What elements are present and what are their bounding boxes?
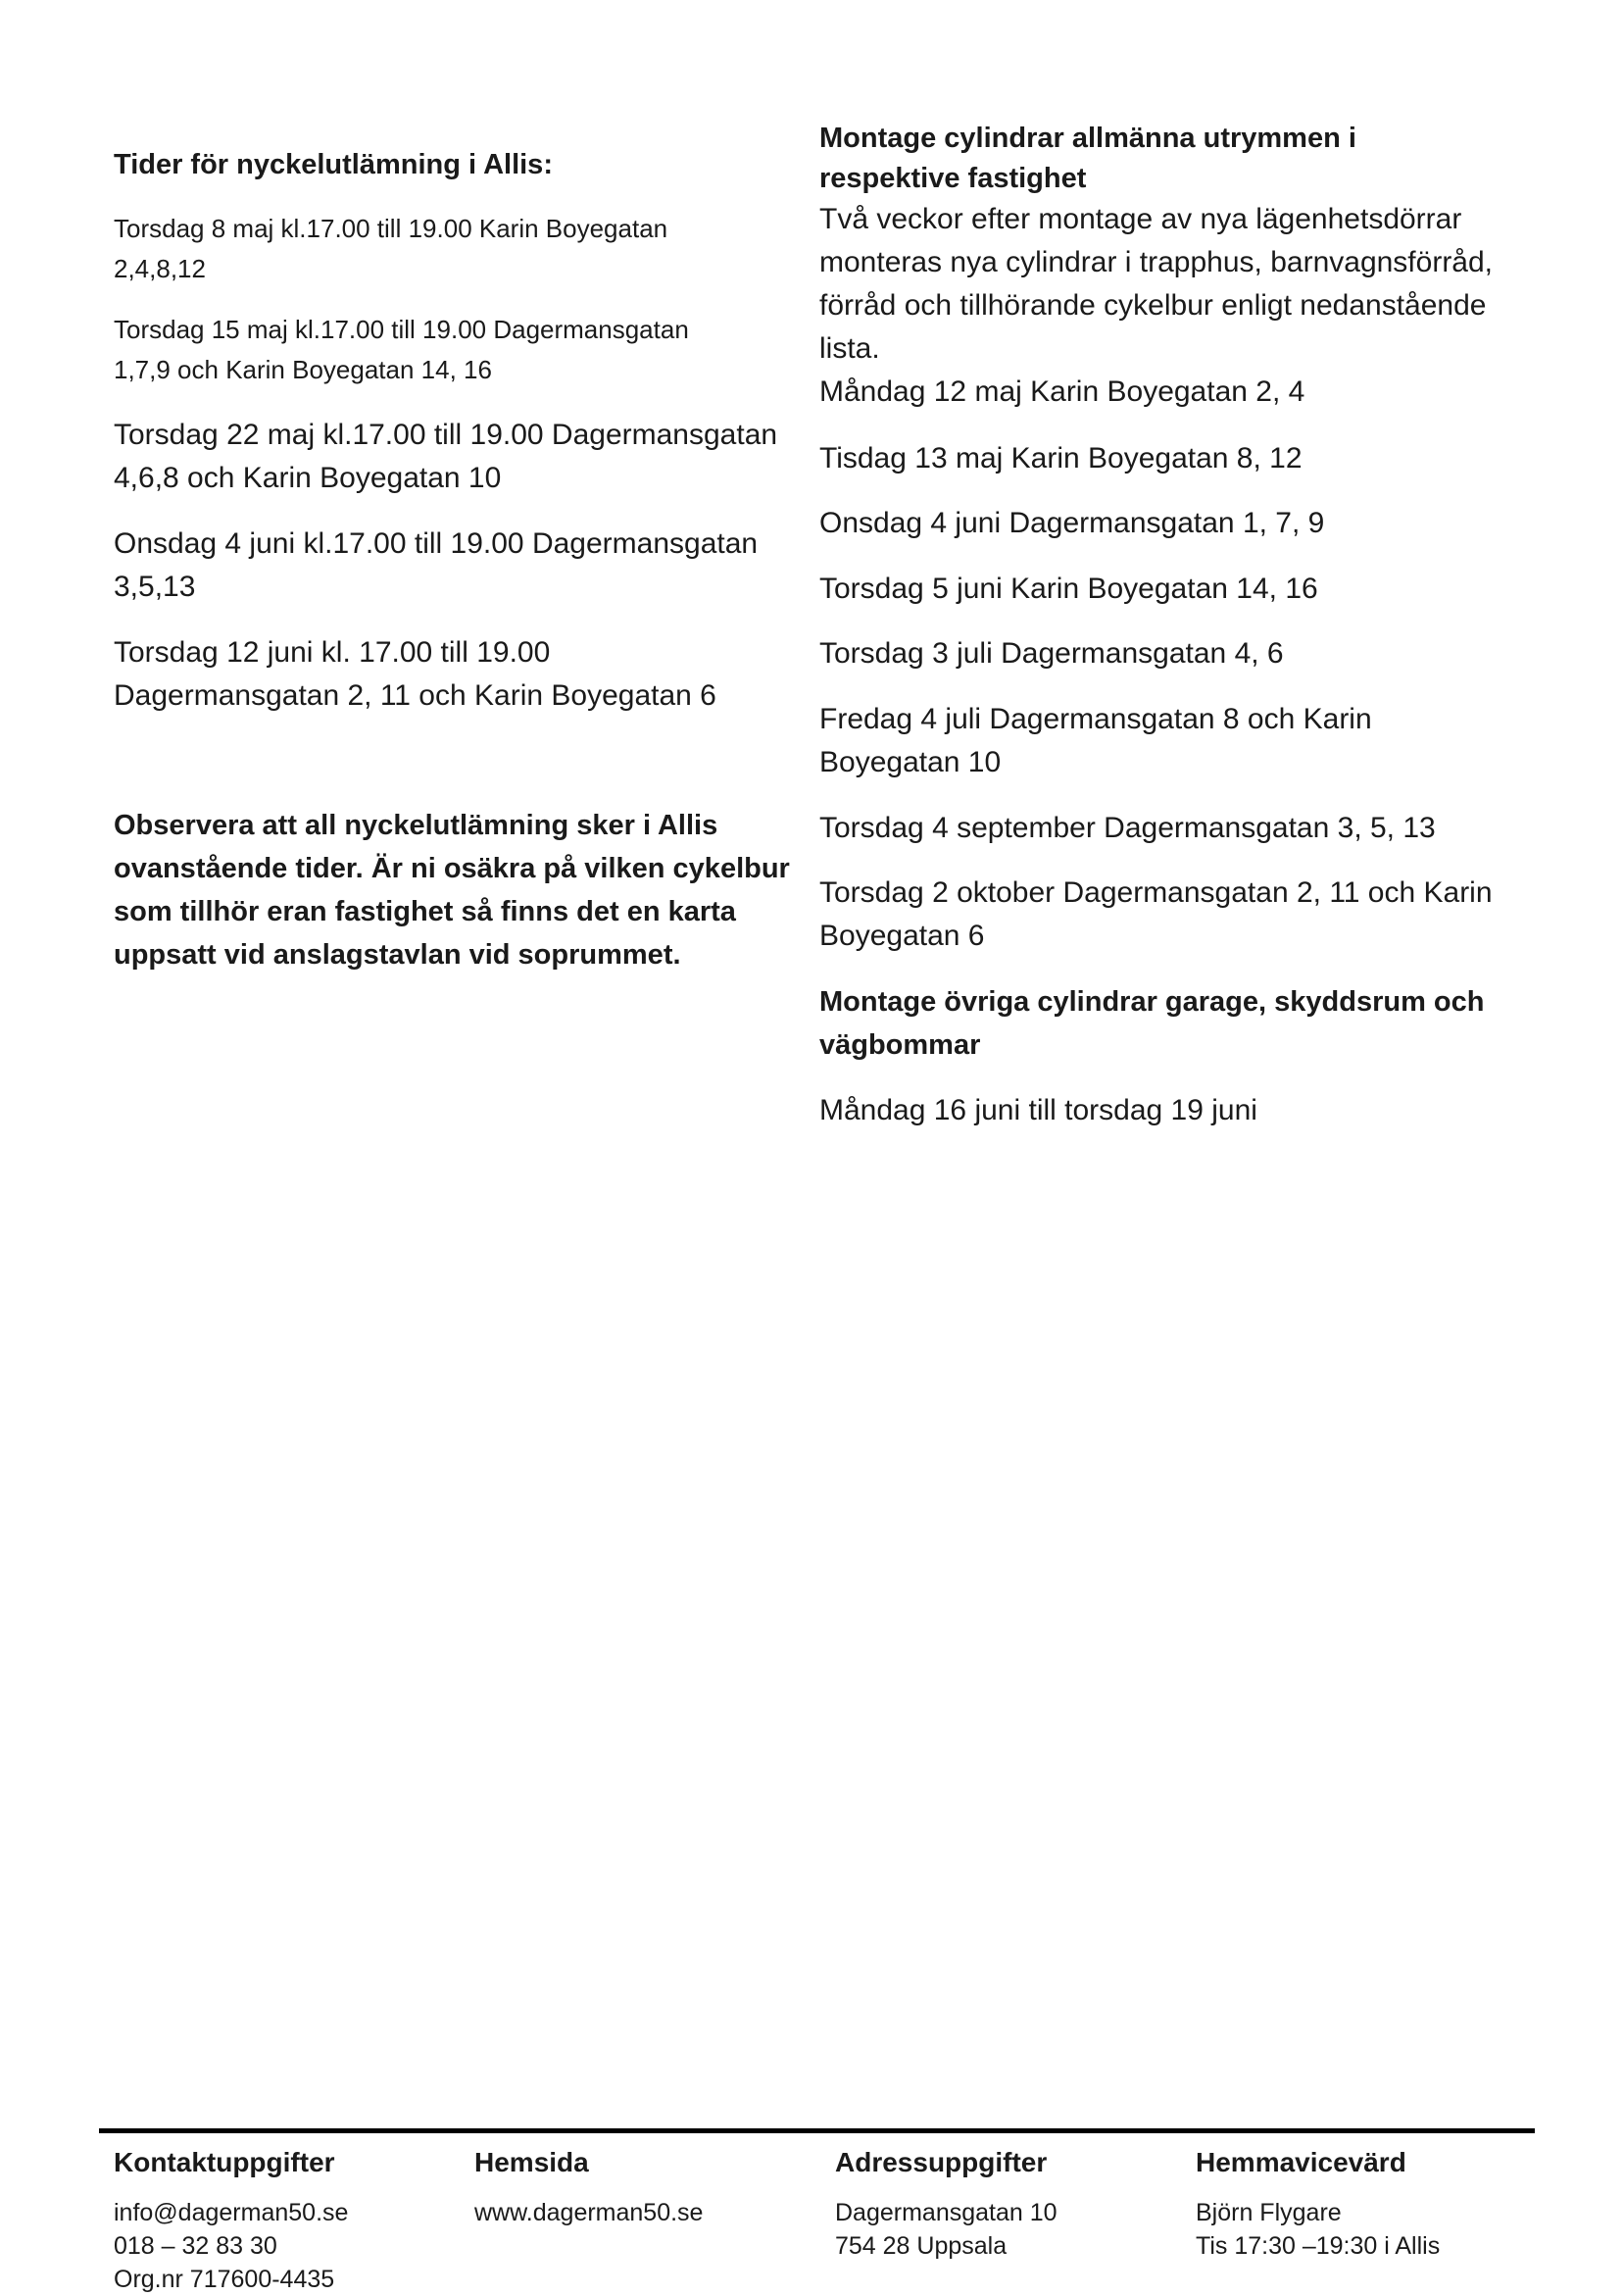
other-cylinders-date: Måndag 16 juni till torsdag 19 juni [819,1094,1257,1126]
footer-contact-title: Kontaktuppgifter [114,2147,335,2177]
schedule-item: Torsdag 2 oktober Dagermansgatan 2, 11 och Karin Boyegatan 6 [819,876,1493,952]
key-handout-entry: Torsdag 15 maj kl.17.00 till 19.00 Dagermansgatan 1,7,9 och Karin Boyegatan 14, 16 [114,315,689,384]
footer-contact [114,2143,437,2296]
footer-host [1196,2143,1519,2263]
schedule-item: Tisdag 13 maj Karin Boyegatan 8, 12 [819,442,1303,474]
footer-phone: 018 – 32 83 30 [114,2232,277,2260]
footer-website-link[interactable]: www.dagerman50.se [474,2199,704,2226]
footer-postal: 754 28 Uppsala [835,2232,1008,2260]
footer-address-title: Adressuppgifter [835,2147,1048,2177]
footer-host-title: Hemmavicevärd [1196,2147,1406,2177]
key-handout-entry: Torsdag 12 juni kl. 17.00 till 19.00 Dagermansgatan 2, 11 och Karin Boyegatan 6 [114,636,716,712]
footer-org-number: Org.nr 717600-4435 [114,2266,335,2293]
cylinder-intro-paragraph: Två veckor efter montage av nya lägenhetsdörrar monteras nya cylindrar i trapphus, barnvagnsförråd, förråd och tillhörande cykelbur enligt nedanstående lista. Måndag 12 maj Karin Boyegatan 2, 4 [819,203,1494,408]
footer-street: Dagermansgatan 10 [835,2199,1057,2226]
key-handout-entry: Torsdag 8 maj kl.17.00 till 19.00 Karin Boyegatan 2,4,8,12 [114,214,668,283]
other-cylinders-heading: Montage övriga cylindrar garage, skyddsrum och vägbommar [819,986,1485,1061]
footer-divider [99,2128,1535,2133]
key-handout-heading: Tider för nyckelutlämning i Allis: [114,149,553,180]
footer-website [474,2143,798,2229]
schedule-item: Torsdag 3 juli Dagermansgatan 4, 6 [819,637,1284,670]
notice-paragraph: Observera att all nyckelutlämning sker i Allis ovanstående tider. Är ni osäkra på vilken cykelbur som tillhör eran fastighet så finns det en karta uppsatt vid anslagstavlan vid soprummet. [114,810,790,971]
footer-address [835,2143,1158,2263]
footer-website-title: Hemsida [474,2147,589,2177]
schedule-item: Torsdag 5 juni Karin Boyegatan 14, 16 [819,573,1318,605]
schedule-item: Onsdag 4 juni Dagermansgatan 1, 7, 9 [819,507,1325,539]
cylinder-section-heading: Montage cylindrar allmänna utrymmen i respektive fastighet [819,123,1356,194]
footer-host-hours: Tis 17:30 –19:30 i Allis [1196,2232,1441,2260]
key-handout-entry: Onsdag 4 juni kl.17.00 till 19.00 Dagermansgatan 3,5,13 [114,527,759,603]
schedule-item: Torsdag 4 september Dagermansgatan 3, 5, 13 [819,812,1436,844]
footer-email[interactable]: info@dagerman50.se [114,2199,349,2226]
key-handout-entry: Torsdag 22 maj kl.17.00 till 19.00 Dagermansgatan 4,6,8 och Karin Boyegatan 10 [114,419,778,494]
schedule-item: Fredag 4 juli Dagermansgatan 8 och Karin Boyegatan 10 [819,703,1372,778]
footer-host-name: Björn Flygare [1196,2199,1342,2226]
